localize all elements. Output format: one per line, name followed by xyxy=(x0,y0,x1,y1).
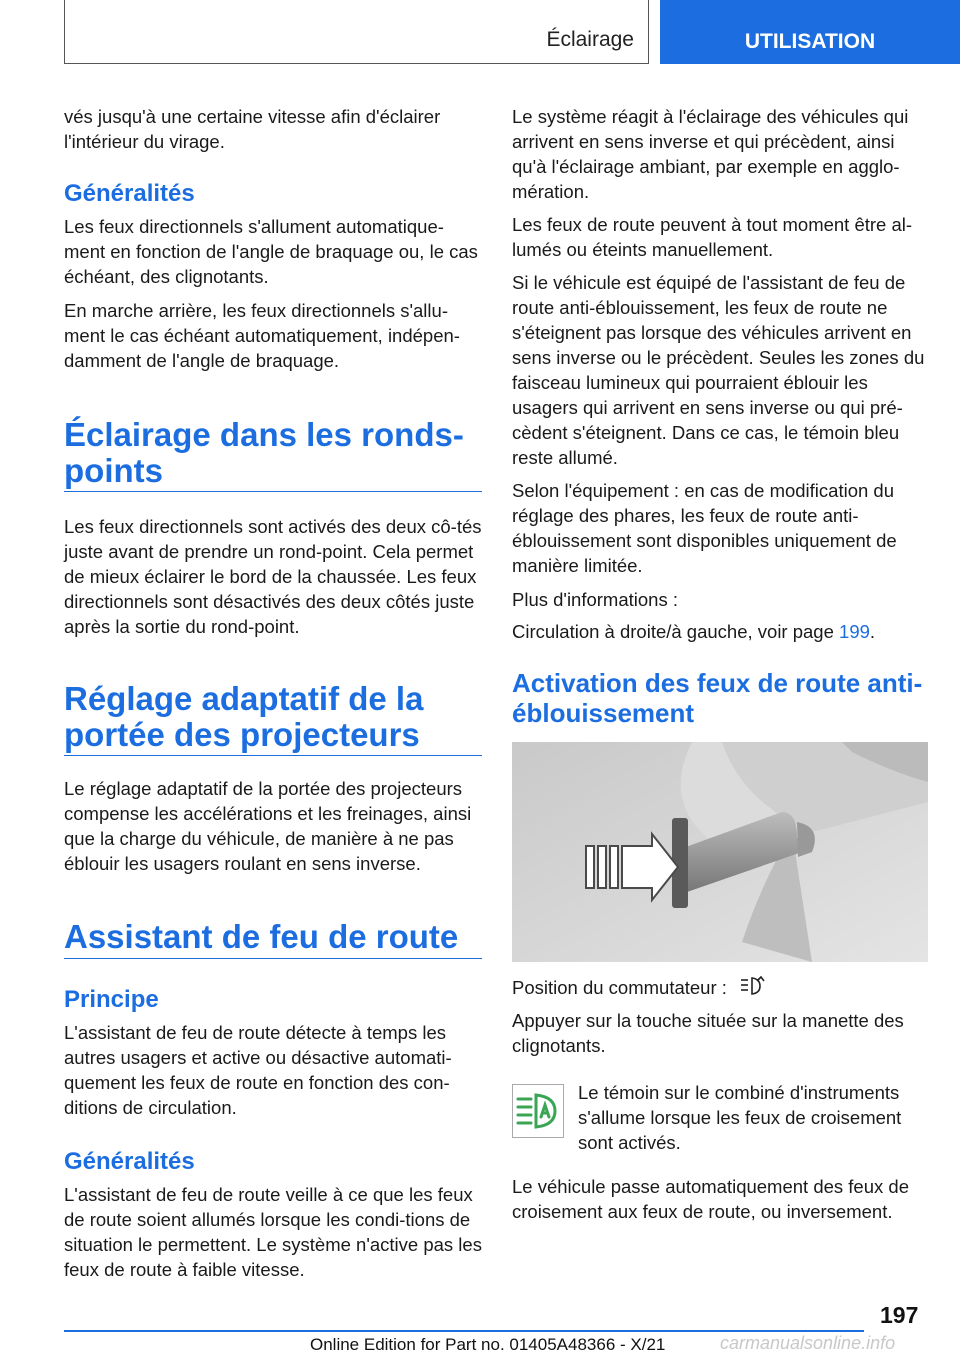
switch-position xyxy=(512,975,928,1003)
high-beam-assistant-indicator-icon xyxy=(512,1084,564,1138)
cross-reference-text: Circulation à droite/à gauche, voir page xyxy=(512,621,840,642)
heading-activation-line2: éblouissement xyxy=(512,698,695,728)
page-number: 197 xyxy=(880,1302,919,1328)
header-section-title: Éclairage xyxy=(546,28,634,51)
heading-ronds-points-line2: points xyxy=(64,452,163,489)
paragraph: En marche arrière, les feux directionnels s'allu‐ment le cas échéant automatiquement, indépen‐damment de l'angle de braquage. xyxy=(64,300,460,371)
heading-generalites: Généralités xyxy=(64,180,195,207)
stalk-illustration xyxy=(512,742,928,962)
footer-rule xyxy=(64,1330,864,1332)
heading-assistant: Assistant de feu de route xyxy=(64,918,459,955)
page-link[interactable]: 199 xyxy=(839,621,870,642)
paragraph: L'assistant de feu de route veille à ce que les feux de route soient allumés lorsque les condi‐tions de situation le permettent. Le système n'active pas les feux de route à faible vitesse. xyxy=(64,1184,482,1280)
footer-edition: Online Edition for Part no. 01405A48366 - X/21 xyxy=(310,1335,666,1354)
heading-ronds-points-line1: Éclairage dans les ronds- xyxy=(64,416,464,453)
header-section-box xyxy=(64,0,649,64)
paragraph: Les feux directionnels s'allument automatique‐ment en fonction de l'angle de braquage ou, le cas échéant, des clignotants. xyxy=(64,216,478,287)
heading-reglage-line1: Réglage adaptatif de la xyxy=(64,680,424,717)
heading-underline xyxy=(64,958,482,959)
heading-reglage-line2: portée des projecteurs xyxy=(64,716,420,753)
paragraph: L'assistant de feu de route détecte à temps les autres usagers et active ou désactive automati‐quement les feux de route en fonction des con‐ditions de circulation. xyxy=(64,1022,452,1118)
heading-activation-line1: Activation des feux de route anti- xyxy=(512,668,923,698)
header-chapter-tab xyxy=(660,0,960,64)
heading-underline xyxy=(64,755,482,756)
cross-reference xyxy=(512,619,928,644)
heading-principe: Principe xyxy=(64,986,159,1013)
cross-reference-end: . xyxy=(869,621,876,642)
indicator-note: Le témoin sur le combiné d'instruments s'allume lorsque les feux de croisement sont activés. xyxy=(578,1082,902,1153)
paragraph: Le système réagit à l'éclairage des véhicules qui arrivent en sens inverse et qui précèdent, ainsi qu'à l'éclairage ambiant, par exemple en agglo‐mération. xyxy=(512,106,909,202)
paragraph: Appuyer sur la touche située sur la manette des clignotants. xyxy=(512,1010,904,1056)
paragraph: Si le véhicule est équipé de l'assistant de feu de route anti-éblouissement, les feux de route ne s'éteignent pas lorsque des véhicules arrivent en sens inverse ou le précèdent. Seules les zones du faisceau lumineux qui pourraient éblouir les usagers qui arrivent en sens inverse ou qui pré‐cèdent s'éteignent. Dans ce cas, le témoin bleu reste allumé. xyxy=(512,272,925,468)
paragraph: Le réglage adaptatif de la portée des projecteurs compense les accélérations et les freinages, ainsi que la charge du véhicule, de manière à ne pas éblouir les usagers roulant en sens inverse. xyxy=(64,778,472,874)
paragraph: Plus d'informations : xyxy=(512,589,678,610)
paragraph: Les feux de route peuvent à tout moment être al‐lumés ou éteints manuellement. xyxy=(512,214,913,260)
heading-generalites: Généralités xyxy=(64,1148,195,1175)
paragraph: Le véhicule passe automatiquement des feux de croisement aux feux de route, ou inversement. xyxy=(512,1176,909,1222)
turn-signal-stalk-photo xyxy=(512,742,928,962)
paragraph: Les feux directionnels sont activés des deux cô‐tés juste avant de prendre un rond-point. Cela permet de mieux éclairer le bord de la chaussée. Les feux directionnels sont désactivés des deux côtés juste après la sortie du rond-point. xyxy=(64,516,482,637)
footer-watermark: carmanualsonline.info xyxy=(720,1333,896,1353)
switch-position-label: Position du commutateur : xyxy=(512,977,727,998)
paragraph: Selon l'équipement : en cas de modification du réglage des phares, les feux de route anti-éblouissement sont disponibles uniquement de manière limitée. xyxy=(512,480,897,576)
header-chapter-label: UTILISATION xyxy=(744,30,876,53)
heading-underline xyxy=(64,491,482,492)
paragraph: vés jusqu'à une certaine vitesse afin d'éclairer l'intérieur du virage. xyxy=(64,106,441,152)
high-beam-assistant-icon xyxy=(740,975,766,1003)
